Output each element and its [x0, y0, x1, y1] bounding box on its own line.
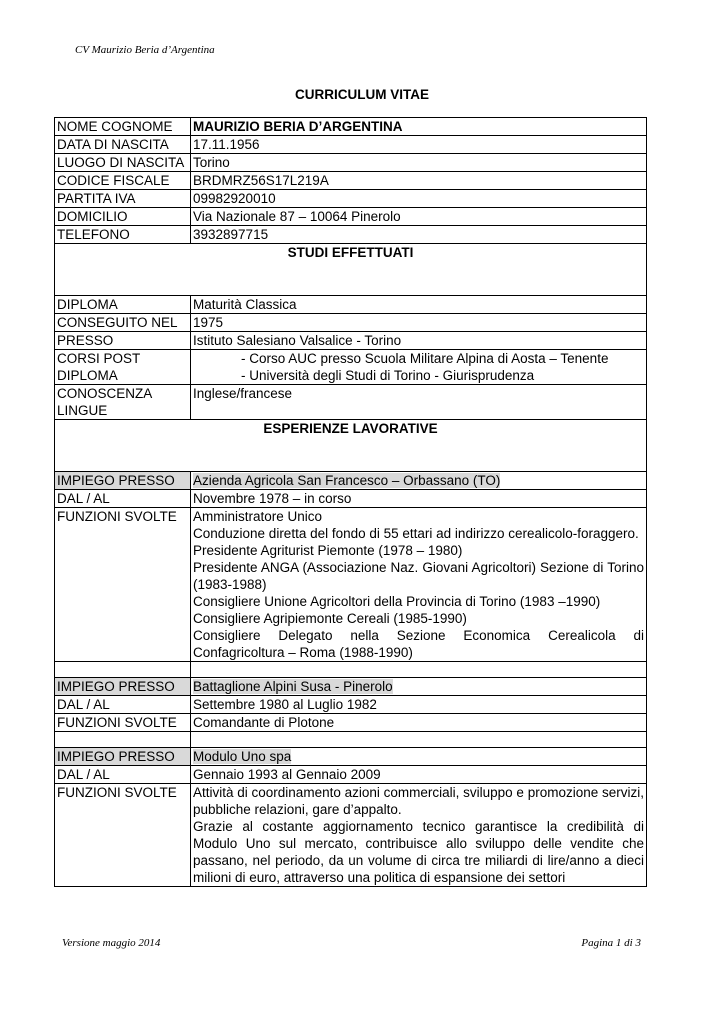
work-heading: ESPERIENZE LAVORATIVE	[55, 420, 647, 472]
value-name: MAURIZIO BERIA D’ARGENTINA	[191, 118, 647, 136]
table-row	[55, 678, 647, 696]
table-row	[55, 314, 647, 332]
table-row	[55, 136, 647, 154]
value-duties	[191, 508, 647, 662]
table-row	[55, 472, 647, 490]
table-row	[55, 332, 647, 350]
section-row	[55, 420, 647, 472]
spacer-row	[55, 732, 647, 748]
table-row	[55, 226, 647, 244]
duty-line: Grazie al costante aggiornamento tecnico garantisce la credibilità di Modulo Uno sul mercato, contribuisce allo sviluppo delle vendite che passano, nel periodo, da un volume di circa tre miliardi di lire/anno a dieci milioni di euro, attraverso una politica di espansione dei settori	[193, 819, 644, 885]
table-row	[55, 714, 647, 732]
footer-version: Versione maggio 2014	[62, 937, 161, 949]
label-duties: FUNZIONI SVOLTE	[55, 508, 191, 662]
value-duties	[191, 784, 647, 887]
value-languages: Inglese/francese	[191, 385, 647, 420]
label-duties: FUNZIONI SVOLTE	[55, 784, 191, 887]
label-year: CONSEGUITO NEL	[55, 314, 191, 332]
table-row	[55, 748, 647, 766]
table-row	[55, 784, 647, 887]
label-employer: IMPIEGO PRESSO	[55, 748, 191, 766]
table-row	[55, 172, 647, 190]
value-period: Novembre 1978 – in corso	[191, 490, 647, 508]
value-employer	[191, 678, 647, 696]
studies-heading: STUDI EFFETTUATI	[55, 244, 647, 296]
label-employer: IMPIEGO PRESSO	[55, 472, 191, 490]
label-languages: CONOSCENZA LINGUE	[55, 385, 191, 420]
list-item: - Corso AUC presso Scuola Militare Alpina di Aosta – Tenente	[241, 350, 644, 367]
label-school: PRESSO	[55, 332, 191, 350]
list-item: - Università degli Studi di Torino - Giurisprudenza	[241, 367, 644, 384]
spacer-cell	[191, 732, 647, 748]
table-row	[55, 490, 647, 508]
table-row	[55, 154, 647, 172]
value-vat: 09982920010	[191, 190, 647, 208]
table-row	[55, 190, 647, 208]
value-period: Settembre 1980 al Luglio 1982	[191, 696, 647, 714]
duty-line: Consigliere Agripiemonte Cereali (1985-1990)	[193, 611, 467, 626]
label-duties: FUNZIONI SVOLTE	[55, 714, 191, 732]
label-employer: IMPIEGO PRESSO	[55, 678, 191, 696]
value-phone: 3932897715	[191, 226, 647, 244]
value-period: Gennaio 1993 al Gennaio 2009	[191, 766, 647, 784]
label-diploma: DIPLOMA	[55, 296, 191, 314]
table-row	[55, 766, 647, 784]
value-courses	[191, 350, 647, 385]
label-tax-code: CODICE FISCALE	[55, 172, 191, 190]
label-phone: TELEFONO	[55, 226, 191, 244]
value-birth-place: Torino	[191, 154, 647, 172]
duty-line: Presidente ANGA (Associazione Naz. Giovani Agricoltori) Sezione di Torino (1983-1988)	[193, 560, 644, 592]
spacer-cell	[191, 662, 647, 678]
header-note: CV Maurizio Beria d’Argentina	[75, 44, 215, 56]
courses-list	[193, 350, 644, 384]
label-courses: CORSI POST DIPLOMA	[55, 350, 191, 385]
footer-page-number: Pagina 1 di 3	[581, 937, 641, 949]
duty-line: Amministratore Unico	[193, 509, 323, 524]
duty-line: Conduzione diretta del fondo di 55 ettari ad indirizzo cerealicolo-foraggero.	[193, 526, 639, 541]
label-birth-place: LUOGO DI NASCITA	[55, 154, 191, 172]
document-title: CURRICULUM VITAE	[295, 87, 429, 102]
table-row	[55, 696, 647, 714]
table-row	[55, 350, 647, 385]
cv-table	[54, 117, 647, 887]
value-employer	[191, 472, 647, 490]
value-employer	[191, 748, 647, 766]
duty-line: Consigliere Unione Agricoltori della Provincia di Torino (1983 –1990)	[193, 594, 601, 609]
spacer-cell	[55, 732, 191, 748]
employer-highlight: Battaglione Alpini Susa - Pinerolo	[193, 679, 393, 694]
employer-highlight: Azienda Agricola San Francesco – Orbassano (TO)	[193, 473, 501, 488]
table-row	[55, 118, 647, 136]
duty-line: Consigliere Delegato nella Sezione Economica Cerealicola di Confagricoltura – Roma (1988-1990)	[193, 628, 644, 660]
duty-line: Attività di coordinamento azioni commerciali, sviluppo e promozione servizi, pubbliche relazioni, gare d’appalto.	[193, 785, 644, 817]
table-row	[55, 385, 647, 420]
value-school: Istituto Salesiano Valsalice - Torino	[191, 332, 647, 350]
spacer-cell	[55, 662, 191, 678]
duty-line: Presidente Agriturist Piemonte (1978 – 1980)	[193, 543, 463, 558]
value-address: Via Nazionale 87 – 10064 Pinerolo	[191, 208, 647, 226]
label-address: DOMICILIO	[55, 208, 191, 226]
value-tax-code: BRDMRZ56S17L219A	[191, 172, 647, 190]
value-birth-date: 17.11.1956	[191, 136, 647, 154]
employer-highlight: Modulo Uno spa	[193, 749, 292, 764]
label-birth-date: DATA DI NASCITA	[55, 136, 191, 154]
label-period: DAL / AL	[55, 766, 191, 784]
value-diploma: Maturità Classica	[191, 296, 647, 314]
label-name: NOME COGNOME	[55, 118, 191, 136]
table-row	[55, 296, 647, 314]
label-vat: PARTITA IVA	[55, 190, 191, 208]
value-duties: Comandante di Plotone	[191, 714, 647, 732]
label-period: DAL / AL	[55, 696, 191, 714]
spacer-row	[55, 662, 647, 678]
label-period: DAL / AL	[55, 490, 191, 508]
section-row	[55, 244, 647, 296]
value-year: 1975	[191, 314, 647, 332]
table-row	[55, 508, 647, 662]
table-row	[55, 208, 647, 226]
